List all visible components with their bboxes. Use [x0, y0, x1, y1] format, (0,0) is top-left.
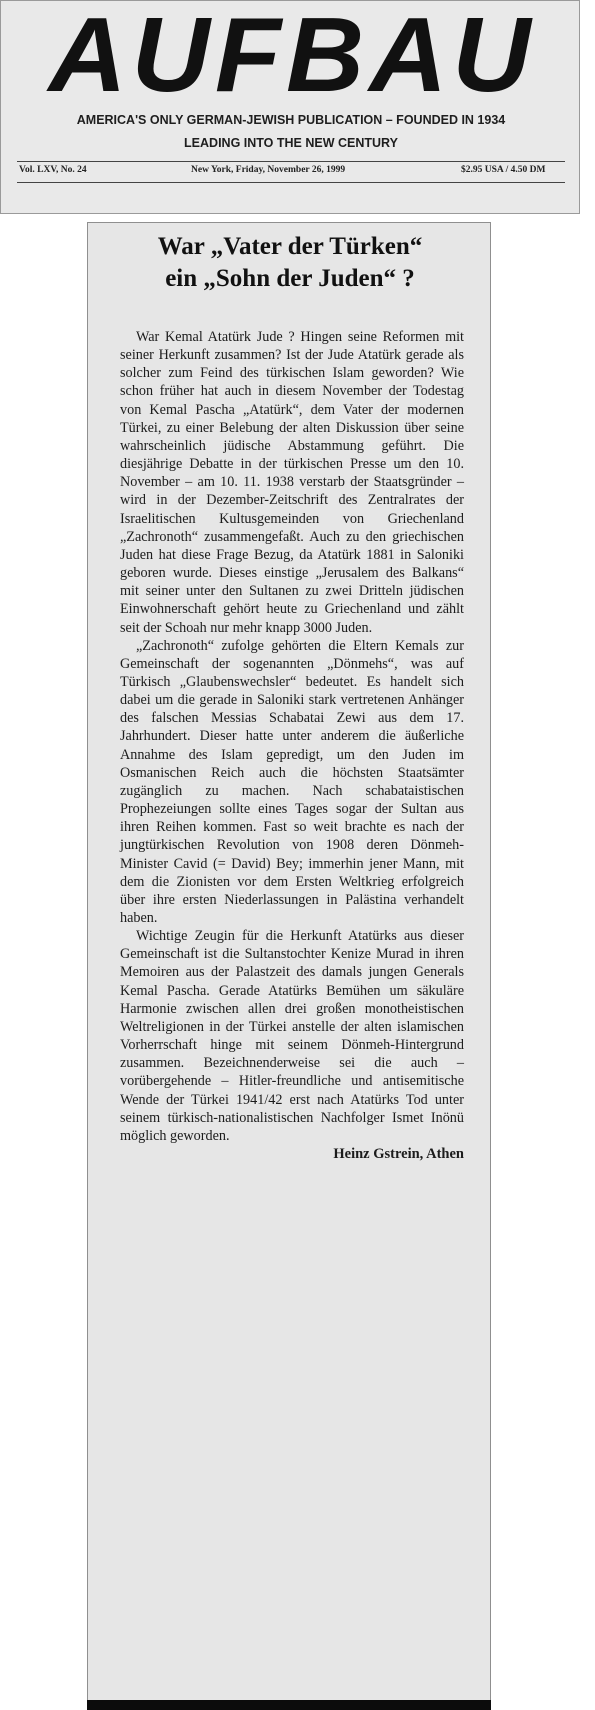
- clipping-bottom-bar: [87, 1700, 491, 1710]
- article-body: [120, 328, 464, 1163]
- article-paragraph: Wichtige Zeugin für die Herkunft Atatürks aus dieser Gemeinschaft ist die Sultanstochter Kenize Murad in ihren Memoiren aus der Palastzeit des damals jungen Generals Kemal Pascha. Gerade Atatürks Bemühen um säkuläre Harmonie zwischen allen drei großen monotheistischen Weltreligionen in der Türkei anstelle der alten islamischen Vorherrschaft hinge mit seinem Dönmeh-Hintergrund zusammen. Bezeichnenderweise sei die auch – vorübergehende – Hitler-freundliche und antisemitische Wende der Türkei 1941/42 erst nach Atatürks Tod unter seinem türkisch-nationalistischen Nachfolger Ismet Inönü möglich geworden.: [120, 928, 464, 1144]
- headline-line-2: ein „Sohn der Juden“ ?: [165, 265, 415, 292]
- issue-price: $2.95 USA / 4.50 DM: [461, 165, 546, 175]
- masthead-tagline: AMERICA'S ONLY GERMAN-JEWISH PUBLICATION – FOUNDED IN 1934: [76, 113, 506, 127]
- masthead-rule-top: [17, 161, 565, 162]
- article-paragraph: War Kemal Atatürk Jude ? Hingen seine Reformen mit seiner Herkunft zusammen? Ist der Jude Atatürk gerade als solcher zum Feind des türkischen Islam geworden? Wie schon früher hat auch in diesem November der Todestag von Kemal Pascha „Atatürk“, dem Vater der modernen Türkei, zu einer Belebung der alten Diskussion über seine wahrscheinlich jüdische Abstammung geführt. Die diesjährige Debatte in der türkischen Presse um den 10. November – am 10. 11. 1938 verstarb der Staatsgründer – wird in der Dezember-Zeitschrift des Zentralrates der Israelitischen Kultusgemeinden von Griechenland „Zachronoth“ zusammengefaßt. Auch zu den griechischen Juden hat diese Frage Bezug, da Atatürk 1881 in Saloniki geboren wurde. Dieses einstige „Jerusalem des Balkans“ mit seiner unter den Sultanen zu zwei Dritteln jüdischen Einwohnerschaft gehört heute zu Griechenland und zählt seit der Schoah nur mehr knapp 3000 Juden.: [120, 329, 464, 636]
- newspaper-logo: AUFBAU: [48, 0, 536, 114]
- masthead-rule-bottom: [17, 182, 565, 183]
- headline-line-1: War „Vater der Türken“: [157, 233, 423, 260]
- masthead-subtagline: LEADING INTO THE NEW CENTURY: [184, 136, 398, 150]
- article-clipping: [87, 222, 491, 1710]
- article-paragraph: „Zachronoth“ zufolge gehörten die Eltern Kemals zur Gemeinschaft der sogenannten „Dönmehs“, was auf Türkisch „Glaubenswechsler“ bedeutet. Es handelt sich dabei um die gerade in Saloniki stark vertretenen Anhänger des falschen Messias Schabatai Zewi aus dem 17. Jahrhundert. Dieser hatte unter anderem die äußerliche Annahme des Islam gepredigt, um den Juden im Osmanischen Reich auch die höchsten Staatsämter zugänglich zu machen. Nach schabataistischen Prophezeiungen sollte eines Tages sogar der Sultan aus ihren Reihen kommen. Fast so weit brachte es nach der jungtürkischen Revolution von 1908 deren Dönmeh-Minister Cavid (= David) Bey; immerhin jener Mann, mit dem die Zionisten vor dem Ersten Weltkrieg erfolgreich über ihre ersten Niederlassungen in Palästina verhandelt haben.: [120, 637, 464, 926]
- masthead: [0, 0, 580, 214]
- article-byline: Heinz Gstrein, Athen: [333, 1146, 464, 1163]
- issue-date: New York, Friday, November 26, 1999: [191, 165, 346, 175]
- article-headline: [88, 231, 492, 295]
- issue-volume: Vol. LXV, No. 24: [19, 165, 87, 175]
